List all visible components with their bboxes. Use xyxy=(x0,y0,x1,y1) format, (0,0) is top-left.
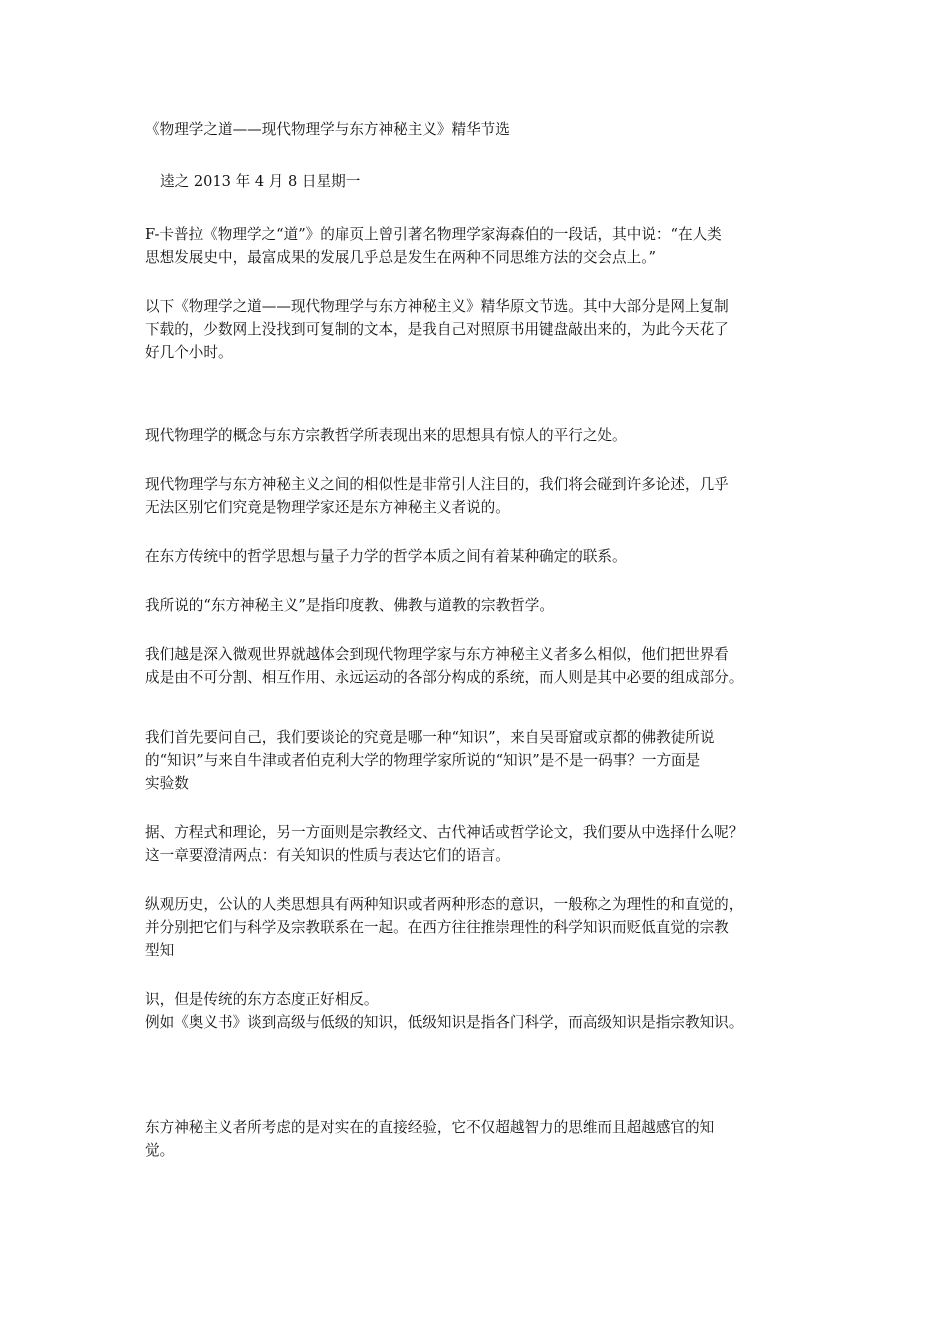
paragraph-microworld: 我们越是深入微观世界就越体会到现代物理学家与东方神秘主义者多么相似，他们把世界看 成是由不可分割、相互作用、永远运动的各部分构成的系统，而人则是其中必要的组成部分。 xyxy=(145,646,744,686)
paragraph-definition: 我所说的“东方神秘主义”是指印度教、佛教与道教的宗教哲学。 xyxy=(145,597,554,614)
paragraph-two-knowledge: 纵观历史，公认的人类思想具有两种知识或者两种形态的意识，一般称之为理性的和直觉的， 并分别把它们与科学及宗教联系在一起。在西方往往推崇理性的科学知识而贬低直觉的宗教 型知 xyxy=(145,896,744,959)
dateline: 逵之 2013 年 4 月 8 日星期一 xyxy=(160,173,361,190)
paragraph-knowledge-question: 我们首先要问自己，我们要谈论的究竟是哪一种“知识”，来自吴哥窟或京都的佛教徒所说 的“知识”与来自牛津或者伯克利大学的物理学家所说的“知识”是不是一码事？一方面是 实验数 xyxy=(145,729,715,792)
paragraph-intro: 以下《物理学之道——现代物理学与东方神秘主义》精华原文节选。其中大部分是网上复制 下载的，少数网上没找到可复制的文本，是我自己对照原书用键盘敲出来的，为此今天花了 好几个小时。 xyxy=(145,298,729,361)
paragraph-quantum: 在东方传统中的哲学思想与量子力学的哲学本质之间有着某种确定的联系。 xyxy=(145,548,627,565)
document-title: 《物理学之道——现代物理学与东方神秘主义》精华节选 xyxy=(145,121,510,138)
paragraph-data-theory: 据、方程式和理论，另一方面则是宗教经文、古代神话或哲学论文，我们要从中选择什么呢？ 这一章要澄清两点：有关知识的性质与表达它们的语言。 xyxy=(145,824,744,864)
paragraph-upanishads: 识，但是传统的东方态度正好相反。 例如《奥义书》谈到高级与低级的知识，低级知识是指各门科学，而高级知识是指宗教知识。 xyxy=(145,991,744,1031)
paragraph-parallels: 现代物理学的概念与东方宗教哲学所表现出来的思想具有惊人的平行之处。 xyxy=(145,427,627,444)
paragraph-heisenberg-quote: F-卡普拉《物理学之“道”》的扉页上曾引著名物理学家海森伯的一段话，其中说：“在人类 思想发展史中，最富成果的发展几乎总是发生在两种不同思维方法的交会点上。” xyxy=(145,226,722,266)
paragraph-direct-experience: 东方神秘主义者所考虑的是对实在的直接经验，它不仅超越智力的思维而且超越感官的知 觉。 xyxy=(145,1119,715,1159)
document-body xyxy=(145,118,817,1162)
paragraph-similarity: 现代物理学与东方神秘主义之间的相似性是非常引人注目的，我们将会碰到许多论述，几乎 无法区别它们究竟是物理学家还是东方神秘主义者说的。 xyxy=(145,476,729,516)
